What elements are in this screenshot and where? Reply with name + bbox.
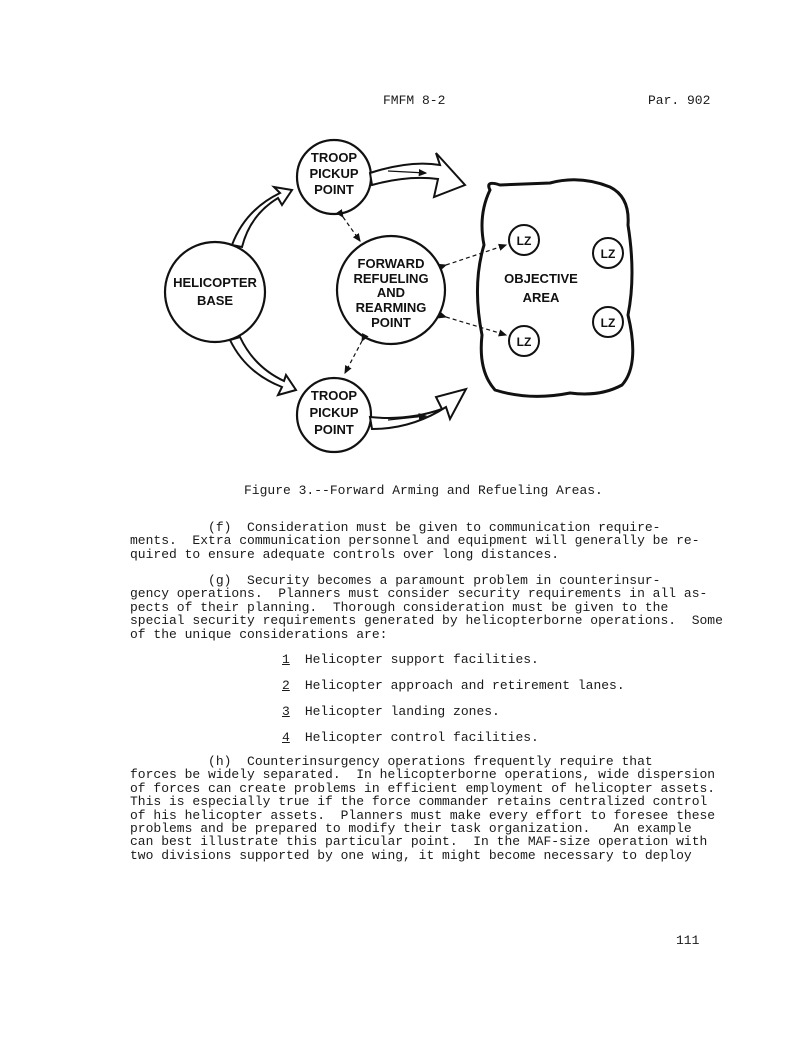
farp-line-5: POINT bbox=[371, 315, 411, 330]
paragraph-f: (f) Consideration must be given to communication require- ments. Extra communication personnel and equipment will generally be re- quired to ensure adequate controls over long distances. bbox=[130, 520, 700, 562]
farp-line-3: AND bbox=[376, 285, 406, 300]
header-paragraph-number: Par. 902 bbox=[648, 93, 711, 108]
list-item-number: 2 bbox=[282, 678, 290, 693]
list-item bbox=[282, 730, 539, 745]
list-item-text: Helicopter approach and retirement lanes. bbox=[304, 678, 625, 693]
helicopter-base-circle bbox=[165, 242, 265, 342]
arrow-top-out bbox=[370, 153, 465, 197]
arrow-base-to-bottom bbox=[230, 337, 296, 395]
figure-forward-arming-diagram bbox=[150, 135, 660, 465]
troop-top-line-3: POINT bbox=[314, 182, 354, 197]
troop-bottom-line-2: PICKUP bbox=[309, 405, 359, 420]
objective-line-1: OBJECTIVE bbox=[504, 271, 578, 286]
lz-label-4: LZ bbox=[516, 335, 532, 349]
base-line-1: HELICOPTER bbox=[173, 275, 257, 290]
objective-line-2: AREA bbox=[522, 290, 560, 305]
troop-top-line-2: PICKUP bbox=[309, 166, 359, 181]
lz-label-1: LZ bbox=[516, 234, 532, 248]
svg-text:TROOPPICKUPPOINT bbox=[309, 388, 358, 437]
header-publication: FMFM 8-2 bbox=[383, 93, 446, 108]
lz-label-3: LZ bbox=[600, 316, 616, 330]
arrow-base-to-top bbox=[232, 187, 292, 247]
list-item-text: Helicopter control facilities. bbox=[304, 730, 539, 745]
farp-line-1: FORWARD bbox=[357, 256, 425, 271]
farp-line-2: REFUELING bbox=[353, 271, 429, 286]
list-item bbox=[282, 704, 500, 719]
troop-top-line-1: TROOP bbox=[310, 150, 358, 165]
objective-area-shape bbox=[477, 180, 632, 397]
farp-line-4: REARMING bbox=[355, 300, 427, 315]
arrow-bottom-out bbox=[370, 389, 466, 429]
list-item bbox=[282, 678, 625, 693]
list-item-number: 3 bbox=[282, 704, 290, 719]
list-item-text: Helicopter support facilities. bbox=[304, 652, 539, 667]
troop-bottom-line-3: POINT bbox=[314, 422, 354, 437]
paragraph-h: (h) Counterinsurgency operations frequently require that forces be widely separated. In helicopterborne operations, wide dispersion of forces can create problems in efficient employment of helicopter assets. This is especially true if the force commander retains centralized control of his helicopter assets. Planners must make every effort to foresee these problems and be prepared to modify their task organization. An example can best illustrate this particular point. In the MAF-size operation with two divisions supported by one wing, it might become necessary to deploy bbox=[130, 754, 716, 863]
figure-caption: Figure 3.--Forward Arming and Refueling Areas. bbox=[244, 483, 603, 498]
list-item-number: 4 bbox=[282, 730, 290, 745]
list-item-text: Helicopter landing zones. bbox=[304, 704, 500, 719]
paragraph-g: (g) Security becomes a paramount problem in counterinsur- gency operations. Planners must consider security requirements in all as- pects of their planning. Thorough consideration must be given to the special security requirements generated by helicopterborne operations. Some of the unique considerations are: bbox=[130, 573, 723, 642]
base-line-2: BASE bbox=[196, 293, 234, 308]
list-item-number: 1 bbox=[282, 652, 290, 667]
troop-bottom-line-1: TROOP bbox=[310, 388, 358, 403]
lz-label-2: LZ bbox=[600, 247, 616, 261]
svg-text:TROOPPICKUPPOINT bbox=[309, 150, 358, 197]
list-item bbox=[282, 652, 539, 667]
page-number: 111 bbox=[676, 933, 700, 948]
svg-text:OBJECTIVEAREA bbox=[504, 271, 578, 305]
